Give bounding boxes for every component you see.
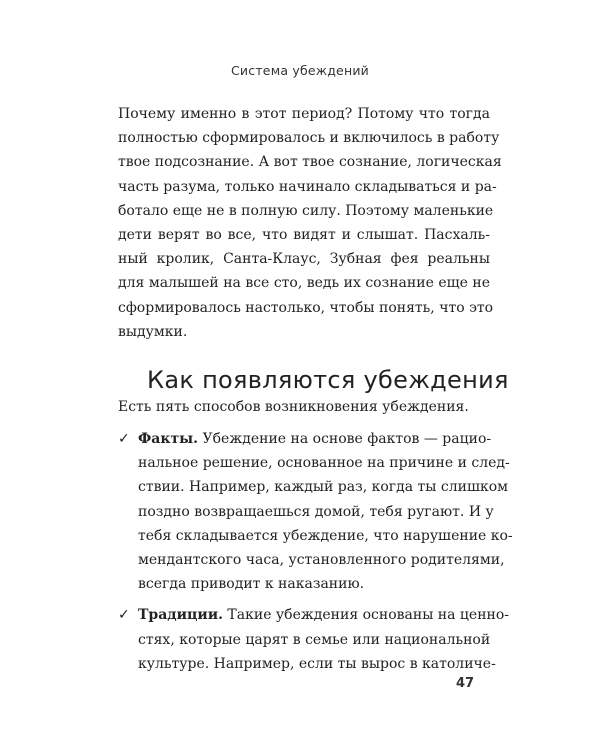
running-header: Система убеждений [231, 63, 369, 78]
page-number: 47 [456, 676, 475, 691]
paragraph-line: ный кролик, Санта-Клаус, Зубная фея реальны [118, 251, 490, 268]
checkmark-icon: ✓ [118, 607, 130, 624]
beliefs-list [118, 427, 513, 676]
paragraph-line: сформировалось настолько, чтобы понять, что это [118, 299, 494, 316]
paragraph-line: Почему именно в этот период? Потому что тогда [118, 106, 490, 122]
list-item-line: культуре. Например, если ты вырос в католиче- [138, 655, 496, 672]
list-item-line: нальное решение, основанное на причине и след- [138, 455, 510, 472]
list-item-first-line [138, 603, 510, 627]
list-item-line: поздно возвращаешься домой, тебя ругают. И у [138, 503, 494, 520]
checkmark-icon: ✓ [118, 431, 130, 447]
paragraph-line: для малышей на все сто, ведь их сознание еще не [118, 275, 490, 292]
list-item-first-line [138, 427, 490, 451]
list-item-facts [118, 427, 513, 596]
paragraph-line: полностью сформировалось и включилось в работу [118, 130, 500, 147]
paragraph-line: часть разума, только начинало складываться и ра- [118, 178, 497, 195]
list-item-term: Традиции. [138, 607, 223, 624]
list-item-traditions [118, 603, 510, 676]
paragraph-line: ботало еще не в полную силу. Поэтому маленькие [118, 202, 494, 219]
list-item-text: Такие убеждения основаны на ценно- [222, 607, 510, 624]
section-lead: Есть пять способов возникновения убеждения. [118, 399, 469, 415]
list-item-line: всегда приводит к наказанию. [138, 576, 365, 593]
paragraph-line: дети верят во все, что видят и слышат. Пасхаль- [118, 227, 490, 244]
list-item-text: Убеждение на основе фактов — рацио- [198, 431, 492, 447]
section-heading: Как появляются убеждения [147, 365, 509, 394]
list-item-term: Факты. [138, 431, 199, 447]
paragraph-line: выдумки. [118, 323, 188, 340]
list-item-line: стях, которые царят в семье или национальной [138, 631, 491, 648]
paragraph-line: твое подсознание. А вот твое сознание, логическая [118, 154, 502, 171]
list-item-line: ствии. Например, каждый раз, когда ты слишком [138, 479, 509, 496]
intro-paragraph [118, 102, 502, 344]
list-item-line: тебя складывается убеждение, что нарушение ко- [138, 527, 513, 544]
list-item-line: мендантского часа, установленного родителями, [138, 552, 505, 569]
